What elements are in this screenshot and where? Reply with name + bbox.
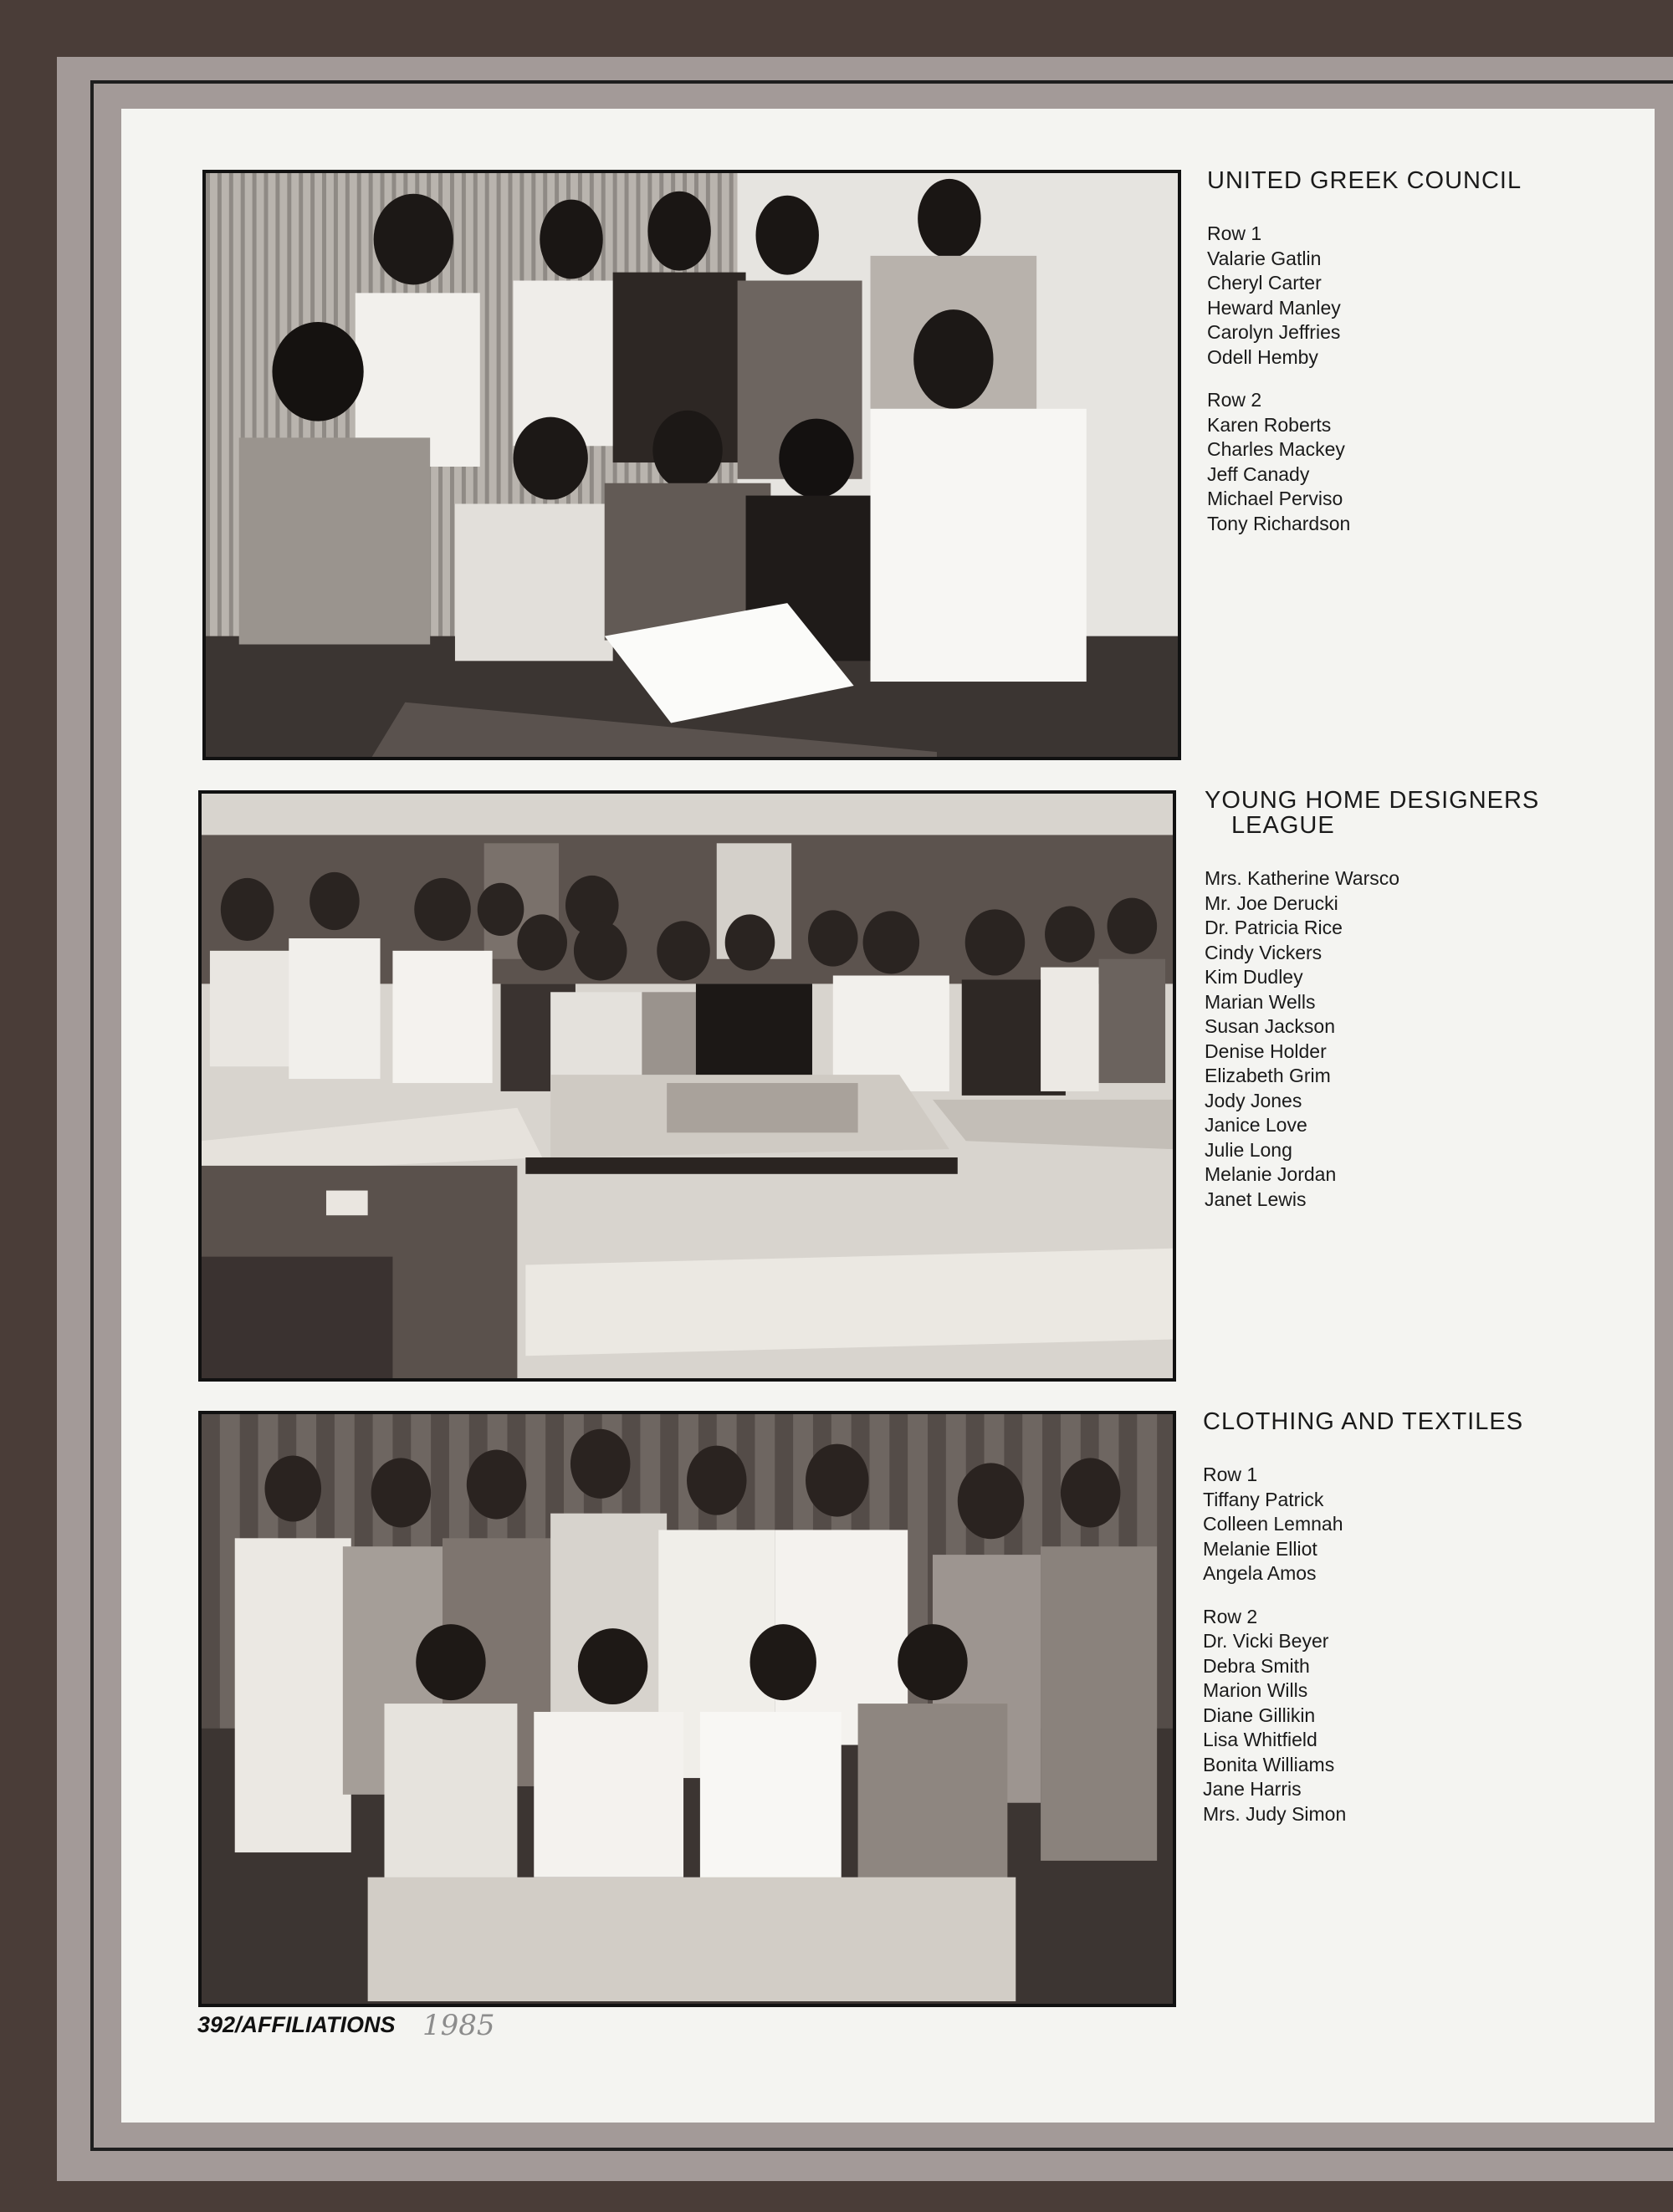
- row-heading: Row 1: [1207, 222, 1262, 244]
- member-name: Susan Jackson: [1205, 1015, 1335, 1037]
- caption-group: [1203, 1605, 1523, 1827]
- row-heading: Row 2: [1207, 389, 1262, 411]
- member-name: Janice Love: [1205, 1114, 1307, 1136]
- caption-group: [1207, 388, 1522, 536]
- member-name: Elizabeth Grim: [1205, 1065, 1331, 1086]
- member-name: Jeff Canady: [1207, 462, 1310, 485]
- member-name: Kim Dudley: [1205, 966, 1303, 988]
- member-name: Dr. Patricia Rice: [1205, 917, 1343, 938]
- row-heading: Row 1: [1203, 1464, 1258, 1485]
- section-title: [1205, 788, 1539, 838]
- member-name: Jane Harris: [1203, 1778, 1302, 1800]
- section-title-line2: LEAGUE: [1231, 812, 1335, 839]
- member-name: Lisa Whitfield: [1203, 1729, 1317, 1750]
- member-name: Michael Perviso: [1207, 488, 1343, 509]
- handwritten-year: 1985: [422, 2009, 495, 2042]
- clothing-and-textiles-photo: [198, 1411, 1176, 2007]
- section-title: CLOTHING AND TEXTILES: [1203, 1408, 1524, 1435]
- young-home-designers-photo: [198, 790, 1176, 1382]
- row-heading: Row 2: [1203, 1605, 1258, 1627]
- member-name: Dr. Vicki Beyer: [1203, 1630, 1329, 1652]
- united-greek-council-photo: [202, 170, 1181, 760]
- caption-group: [1207, 222, 1522, 370]
- member-name: Mr. Joe Derucki: [1205, 891, 1338, 914]
- member-name: Colleen Lemnah: [1203, 1513, 1343, 1535]
- page-number-label: 392/AFFILIATIONS: [197, 2012, 396, 2037]
- member-name: Marian Wells: [1205, 990, 1316, 1013]
- member-name: Charles Mackey: [1207, 438, 1345, 460]
- caption-group: [1205, 866, 1539, 1212]
- member-name: Debra Smith: [1203, 1654, 1310, 1677]
- young-home-designers-caption: [1205, 788, 1539, 1230]
- member-name: Karen Roberts: [1207, 413, 1332, 436]
- member-name: Mrs. Katherine Warsco: [1205, 867, 1400, 889]
- united-greek-council-caption: [1207, 168, 1522, 554]
- member-name: Tiffany Patrick: [1203, 1488, 1324, 1510]
- member-name: Odell Hemby: [1207, 345, 1318, 368]
- member-name: Valarie Gatlin: [1207, 247, 1322, 269]
- member-name: Jody Jones: [1205, 1089, 1302, 1111]
- member-name: Julie Long: [1205, 1138, 1292, 1161]
- member-name: Carolyn Jeffries: [1207, 321, 1341, 343]
- section-title: UNITED GREEK COUNCIL: [1207, 167, 1522, 194]
- member-name: Angela Amos: [1203, 1562, 1317, 1584]
- member-name: Melanie Elliot: [1203, 1537, 1317, 1560]
- member-name: Tony Richardson: [1207, 512, 1351, 534]
- section-title-line1: YOUNG HOME DESIGNERS: [1205, 787, 1540, 814]
- member-name: Denise Holder: [1205, 1040, 1327, 1062]
- member-name: Bonita Williams: [1203, 1753, 1335, 1775]
- member-name: Diane Gillikin: [1203, 1704, 1316, 1726]
- member-name: Mrs. Judy Simon: [1203, 1802, 1347, 1825]
- member-name: Heward Manley: [1207, 296, 1341, 319]
- member-name: Cindy Vickers: [1205, 941, 1323, 963]
- member-name: Cheryl Carter: [1207, 272, 1322, 294]
- member-name: Melanie Jordan: [1205, 1163, 1337, 1185]
- caption-group: [1203, 1463, 1523, 1586]
- member-name: Marion Wills: [1203, 1679, 1308, 1701]
- clothing-and-textiles-caption: [1203, 1409, 1523, 1845]
- member-name: Janet Lewis: [1205, 1188, 1307, 1210]
